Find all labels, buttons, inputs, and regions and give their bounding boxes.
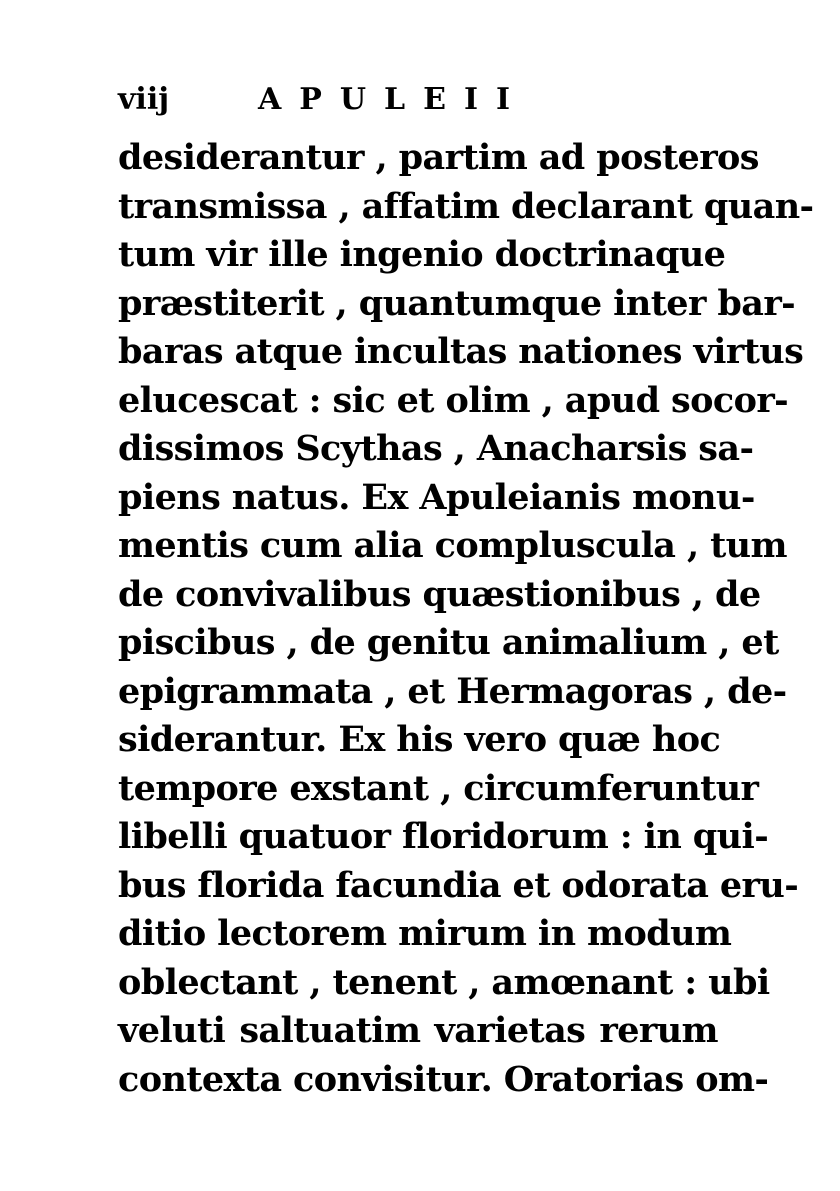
text-line: dissimos Scythas , Anacharsis sa- [118,428,754,469]
text-line: elucescat : sic et olim , apud socor- [118,379,789,421]
text-line: contexta convisitur. Oratorias om- [118,1058,769,1100]
body-text [118,134,814,1104]
text-line: transmissa , affatim declarant quan- [118,185,814,227]
text-line: piens natus. Ex Apuleianis monu- [118,476,755,518]
text-line: epigrammata , et Hermagoras , de- [118,670,787,712]
page-header [118,78,718,126]
text-line: oblectant , tenent , amœnant : ubi [118,961,770,1003]
text-line: desiderantur , partim ad posteros [118,137,759,178]
text-line: præstiterit , quantumque inter bar- [118,282,796,324]
running-head: APULEII [258,82,529,117]
text-line: ditio lectorem mirum in modum [118,913,732,954]
text-line: tempore exstant , circumferuntur [118,767,759,809]
text-line: piscibus , de genitu animalium , et [118,622,779,663]
text-line: bus florida facundia et odorata eru- [118,864,799,906]
text-line: de convivalibus quæstionibus , de [118,573,761,615]
text-line: mentis cum alia compluscula , tum [118,525,787,566]
text-line: libelli quatuor floridorum : in qui- [118,816,769,857]
text-line: siderantur. Ex his vero quæ hoc [118,719,721,760]
text-line: tum vir ille ingenio doctrinaque [118,234,726,275]
text-line: veluti saltuatim varietas rerum [118,1010,718,1051]
page-number: viij [118,82,170,117]
text-line: baras atque incultas nationes virtus [118,331,804,372]
